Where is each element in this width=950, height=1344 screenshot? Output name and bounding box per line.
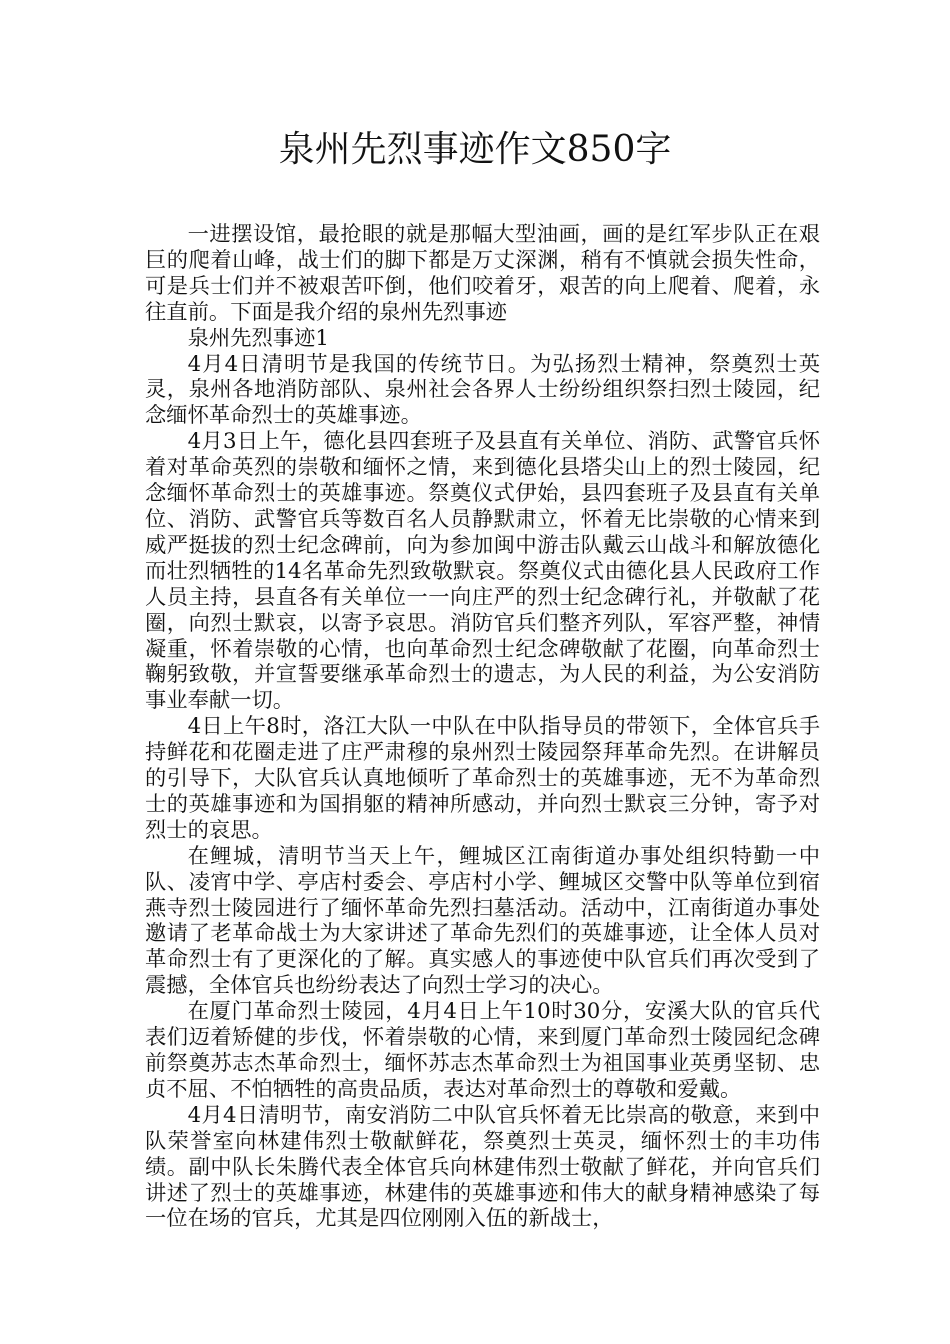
paragraph: 4日上午8时，洛江大队一中队在中队指导员的带领下，全体官兵手持鲜花和花圈走进了庄严肃穆的泉州烈士陵园祭拜革命先烈。在讲解员的引导下，大队官兵认真地倾听了革命烈士的英雄事迹，无不为革命烈士的英雄事迹和为国捐躯的精神所感动，并向烈士默哀三分钟，寄予对烈士的哀思。	[145, 714, 820, 843]
paragraph: 在厦门革命烈士陵园，4月4日上午10时30分，安溪大队的官兵代表们迈着矫健的步伐，怀着崇敬的心情，来到厦门革命烈士陵园纪念碑前祭奠苏志杰革命烈士，缅怀苏志杰革命烈士为祖国事业英勇坚韧、忠贞不屈、不怕牺牲的高贵品质，表达对革命烈士的尊敬和爱戴。	[145, 999, 820, 1102]
paragraph: 4月4日清明节，南安消防二中队官兵怀着无比崇高的敬意，来到中队荣誉室向林建伟烈士敬献鲜花，祭奠烈士英灵，缅怀烈士的丰功伟绩。副中队长朱腾代表全体官兵向林建伟烈士敬献了鲜花，并向官兵们讲述了烈士的英雄事迹，林建伟的英雄事迹和伟大的献身精神感染了每一位在场的官兵，尤其是四位刚刚入伍的新战士，	[145, 1102, 820, 1232]
document-body	[145, 222, 820, 1232]
paragraph-intro: 一进摆设馆，最抢眼的就是那幅大型油画，画的是红军步队正在艰巨的爬着山峰，战士们的脚下都是万丈深渊，稍有不慎就会损失性命，可是兵士们并不被艰苦吓倒，他们咬着牙，艰苦的向上爬着、爬着，永往直前。下面是我介绍的泉州先烈事迹	[145, 222, 820, 325]
paragraph: 4月3日上午，德化县四套班子及县直有关单位、消防、武警官兵怀着对革命英烈的崇敬和缅怀之情，来到德化县塔尖山上的烈士陵园，纪念缅怀革命烈士的英雄事迹。祭奠仪式伊始，县四套班子及县直有关单位、消防、武警官兵等数百名人员静默肃立，怀着无比崇敬的心情来到威严挺拔的烈士纪念碑前，向为参加闽中游击队戴云山战斗和解放德化而壮烈牺牲的14名革命先烈致敬默哀。祭奠仪式由德化县人民政府工作人员主持，县直各有关单位一一向庄严的烈士纪念碑行礼，并敬献了花圈，向烈士默哀，以寄予哀思。消防官兵们整齐列队，军容严整，神情凝重，怀着崇敬的心情，也向革命烈士纪念碑敬献了花圈，向革命烈士鞠躬致敬，并宣誓要继承革命烈士的遗志，为人民的利益，为公安消防事业奉献一切。	[145, 429, 820, 714]
document-title: 泉州先烈事迹作文850字	[278, 129, 672, 170]
paragraph: 在鲤城，清明节当天上午，鲤城区江南街道办事处组织特勤一中队、凌宵中学、亭店村委会、亭店村小学、鲤城区交警中队等单位到宿燕寺烈士陵园进行了缅怀革命先烈扫墓活动。活动中，江南街道办事处邀请了老革命战士为大家讲述了革命先烈们的英雄事迹，让全体人员对革命烈士有了更深化的了解。真实感人的事迹使中队官兵们再次受到了震撼，全体官兵也纷纷表达了向烈士学习的决心。	[145, 843, 820, 999]
paragraph: 4月4日清明节是我国的传统节日。为弘扬烈士精神，祭奠烈士英灵，泉州各地消防部队、泉州社会各界人士纷纷组织祭扫烈士陵园，纪念缅怀革命烈士的英雄事迹。	[145, 351, 820, 429]
section-heading: 泉州先烈事迹1	[187, 325, 329, 351]
